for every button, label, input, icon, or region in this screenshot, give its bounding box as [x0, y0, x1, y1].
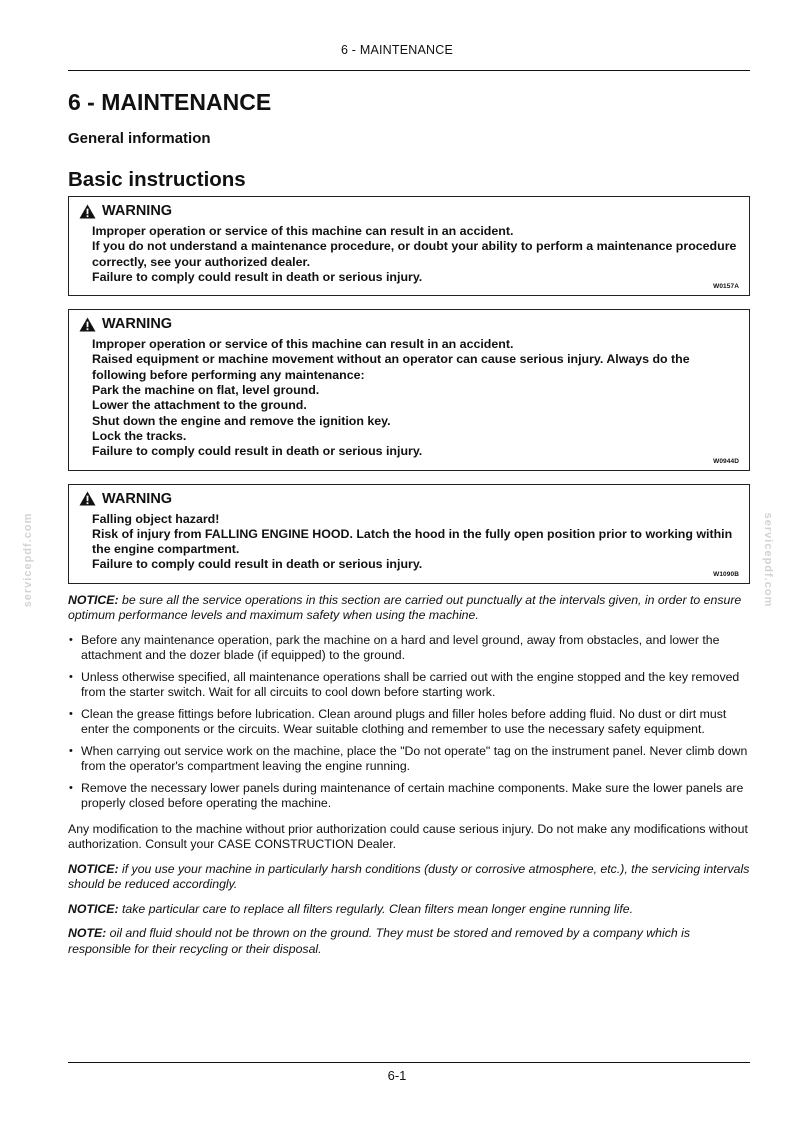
warning-line: Risk of injury from FALLING ENGINE HOOD. Latch the hood in the fully open position prior to working within the engine compartment.: [92, 526, 733, 557]
warning-line: Improper operation or service of this machine can result in an accident.: [92, 224, 514, 238]
bullet-dot: •: [69, 633, 73, 646]
chapter-title: 6 - MAINTENANCE: [68, 89, 272, 115]
list-item-text: Remove the necessary lower panels during maintenance of certain machine components. Make sure the lower panels are properly closed before operating the machine.: [81, 780, 744, 811]
list-item-text: When carrying out service work on the machine, place the "Do not operate" tag on the instrument panel. Never climb down from the operator's compartment leaving the engine running.: [81, 743, 748, 774]
header-rule: [68, 70, 750, 71]
page-number: 6-1: [387, 1068, 407, 1083]
bullet-dot: •: [69, 707, 73, 720]
bullet-dot: •: [69, 670, 73, 683]
notice-label: NOTICE:: [68, 901, 119, 916]
warning-line: Failure to comply could result in death or serious injury.: [92, 269, 423, 284]
warning-code: W0157A: [713, 283, 739, 291]
notice-paragraph-2: [68, 862, 750, 893]
warning-line: If you do not understand a maintenance procedure, or doubt your ability to perform a maintenance procedure correctly, see your authorized dealer.: [92, 239, 737, 269]
warning-box: [68, 309, 750, 470]
warning-title: [79, 314, 739, 334]
notice-paragraph-1: [68, 593, 750, 624]
warning-line: Raised equipment or machine movement without an operator can cause serious injury. Always do the following before performing any maintenance:: [92, 352, 690, 382]
warning-triangle-icon: [79, 317, 96, 332]
warning-code: W1090B: [713, 570, 739, 578]
page-content: [68, 88, 750, 957]
footer-rule: [68, 1062, 750, 1063]
notice-text: take particular care to replace all filters regularly. Clean filters mean longer engine running life.: [118, 901, 634, 916]
warning-title: [79, 489, 739, 509]
list-item: [68, 781, 750, 812]
warning-line: Falling object hazard!: [92, 511, 220, 526]
notice-text: if you use your machine in particularly harsh conditions (dusty or corrosive atmosphere, etc.), the servicing intervals should be reduced accordingly.: [68, 861, 750, 892]
notice-label: NOTICE:: [68, 592, 119, 607]
notice-paragraph-3: [68, 902, 750, 918]
notice-label: NOTICE:: [68, 861, 119, 876]
warning-line: Improper operation or service of this machine can result in an accident.: [92, 337, 514, 352]
warning-title-text: WARNING: [102, 316, 173, 333]
watermark-right: servicepdf.com: [762, 512, 774, 608]
list-item-text: Unless otherwise specified, all maintenance operations shall be carried out with the engine stopped and the key removed from the starter switch. Wait for all circuits to cool down before starting work.: [81, 669, 740, 700]
warning-box: [68, 196, 750, 296]
note-text: oil and fluid should not be thrown on the ground. They must be stored and removed by a company which is responsible for their recycling or their disposal.: [68, 926, 691, 956]
warning-box: [68, 484, 750, 584]
warning-line: Failure to comply could result in death or serious injury.: [92, 557, 423, 572]
warning-line: Failure to comply could result in death or serious injury.: [92, 444, 423, 459]
warnings-container: [68, 196, 750, 584]
maintenance-bullet-list: [68, 633, 750, 812]
warning-title-text: WARNING: [102, 203, 173, 219]
warning-line: Lower the attachment to the ground.: [92, 398, 307, 413]
warning-text: [92, 512, 739, 573]
notice-text: be sure all the service operations in this section are carried out punctually at the intervals given, in order to ensure optimum performance levels and maximum safety when using the machine.: [68, 592, 742, 623]
list-item: [68, 670, 750, 701]
list-item-text: Clean the grease fittings before lubrication. Clean around plugs and filler holes before adding fluid. No dust or dirt must enter the components or the circuits. Wear suitable clothing and remember to use the necessary safety equipment.: [81, 706, 727, 737]
running-header: 6 - MAINTENANCE: [340, 43, 454, 57]
list-item: [68, 744, 750, 775]
section-title: Basic instructions: [68, 168, 246, 191]
warning-code: W0944D: [713, 457, 739, 465]
bullet-dot: •: [69, 781, 73, 794]
warning-title: [79, 201, 739, 221]
warning-line: Lock the tracks.: [92, 428, 187, 443]
warning-line: Shut down the engine and remove the ignition key.: [92, 413, 391, 428]
bullet-dot: •: [69, 744, 73, 757]
subheading: General information: [68, 130, 211, 147]
warning-triangle-icon: [79, 204, 96, 219]
warning-triangle-icon: [79, 491, 96, 506]
warning-title-text: WARNING: [102, 490, 173, 507]
note-label: NOTE:: [68, 926, 107, 941]
warning-line: Park the machine on flat, level ground.: [92, 383, 320, 398]
modification-paragraph: Any modification to the machine without prior authorization could cause serious injury. Do not make any modifications without authorization. Consult your CASE CONSTRUCTION Dealer.: [68, 821, 748, 852]
watermark-left: servicepdf.com: [22, 512, 34, 608]
note-paragraph: [68, 926, 750, 957]
list-item: [68, 633, 750, 664]
list-item: [68, 707, 750, 738]
warning-text: [92, 224, 739, 285]
list-item-text: Before any maintenance operation, park the machine on a hard and level ground, away from obstacles, and lower the attachment and the dozer blade (if equipped) to the ground.: [81, 632, 720, 663]
warning-text: [92, 337, 739, 459]
